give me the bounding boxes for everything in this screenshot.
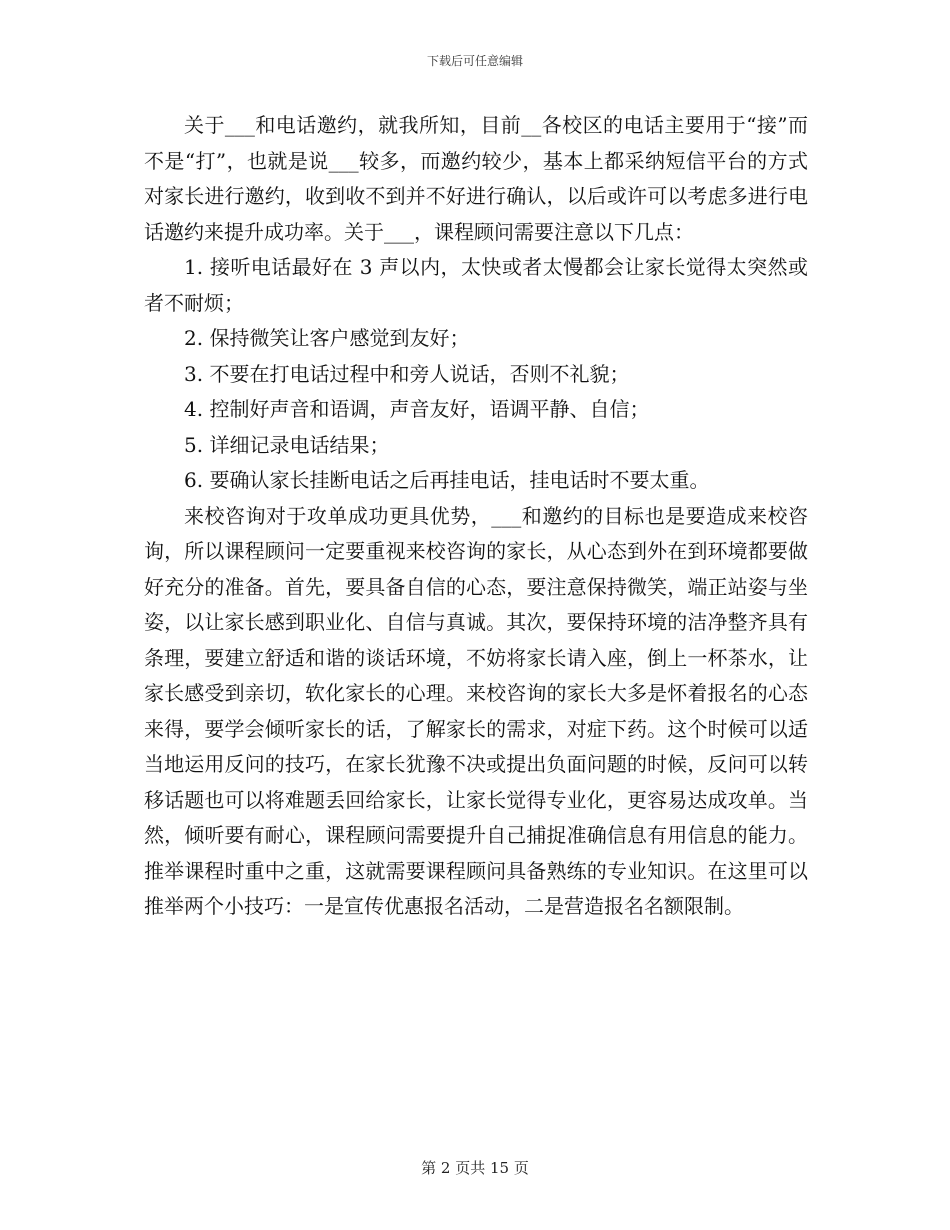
page-header: 下载后可任意编辑 (426, 54, 523, 68)
paragraph-consultation: 来校咨询对于攻单成功更具优势，___和邀约的目标也是要造成来校咨询，所以课程顾问一定要重视来校咨询的家长，从心态到外在到环境都要做好充分的准备。首先，要具备自信的心态，要注意保持微笑，端正站姿与坐姿，以让家长感到职业化、自信与真诚。其次，要保持环境的洁净整齐具有条理，要建立舒适和谐的谈话环境，不妨将家长请入座，倒上一杯茶水，让家长感受到亲切，软化家长的心理。来校咨询的家长大多是怀着报名的心态来得，要学会倾听家长的话，了解家长的需求，对症下药。这个时候可以适当地运用反问的技巧，在家长犹豫不决或提出负面问题的时候，反问可以转移话题也可以将难题丢回给家长，让家长觉得专业化，更容易达成攻单。当然，倾听要有耐心，课程顾问需要提升自己捕捉准确信息有用信息的能力。推举课程时重中之重，这就需要课程顾问具备熟练的专业知识。在这里可以推举两个小技巧：一是宣传优惠报名活动，二是营造报名名额限制。 (144, 503, 808, 918)
paragraph-intro: 关于___和电话邀约，就我所知，目前__各校区的电话主要用于“接”而不是“打”，也就是说___较多，而邀约较少，基本上都采纳短信平台的方式对家长进行邀约，收到收不到并不好进行确认，以后或许可以考虑多进行电话邀约来提升成功率。关于___，课程顾问需要注意以下几点： (144, 113, 808, 244)
list-item-1: 1. 接听电话最好在 3 声以内，太快或者太慢都会让家长觉得太突然或者不耐烦； (144, 255, 808, 315)
list-item-5: 5. 详细记录电话结果； (184, 432, 390, 457)
list-item-2: 2. 保持微笑让客户感觉到友好； (184, 326, 470, 350)
page-number: 第 2 页共 15 页 (421, 1159, 529, 1177)
document-body (144, 108, 808, 925)
list-item-6: 6. 要确认家长挂断电话之后再挂电话，挂电话时不要太重。 (184, 468, 710, 492)
list-item-3: 3. 不要在打电话过程中和旁人说话，否则不礼貌； (184, 361, 630, 386)
list-item-4: 4. 控制好声音和语调，声音友好，语调平静、自信； (184, 397, 650, 421)
